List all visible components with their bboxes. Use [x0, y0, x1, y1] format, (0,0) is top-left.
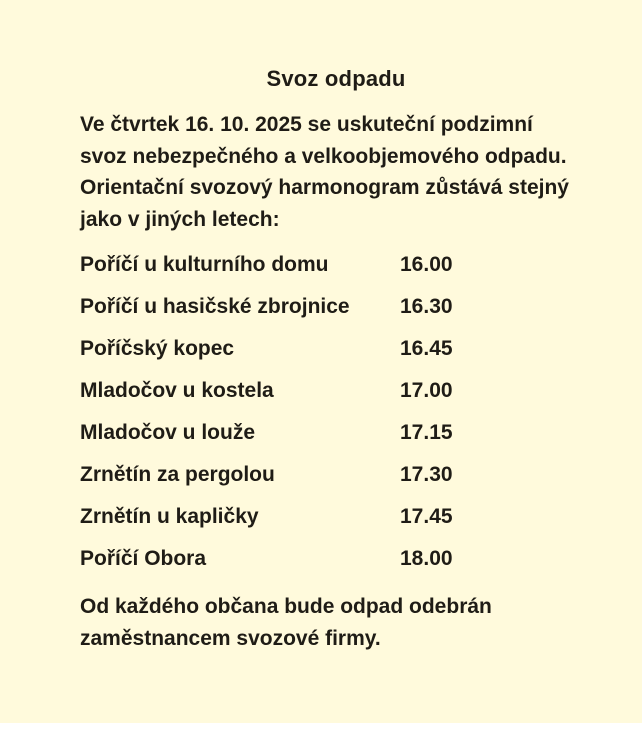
- intro-line: svoz nebezpečného a velkoobjemového odpadu.: [80, 144, 567, 168]
- intro-line: Orientační svozový harmonogram zůstává stejný: [80, 176, 569, 199]
- schedule-time: 17.30: [400, 463, 453, 486]
- schedule-list: [80, 244, 592, 580]
- intro-line: jako v jiných letech:: [80, 207, 280, 231]
- schedule-time: 16.45: [400, 337, 453, 360]
- schedule-time: 16.00: [400, 253, 453, 276]
- schedule-place: Zrnětín u kapličky: [80, 505, 259, 528]
- schedule-time: 17.45: [400, 505, 453, 528]
- schedule-row: [80, 286, 592, 328]
- schedule-place: Mladočov u kostela: [80, 379, 274, 402]
- schedule-time: 17.15: [400, 421, 453, 444]
- schedule-time: 18.00: [400, 547, 453, 570]
- schedule-row: [80, 496, 592, 538]
- schedule-place: Poříčí u kulturního domu: [80, 253, 329, 276]
- schedule-time: 17.00: [400, 379, 453, 402]
- intro-paragraph: [80, 109, 592, 235]
- schedule-row: [80, 328, 592, 370]
- schedule-place: Poříčí Obora: [80, 547, 207, 570]
- schedule-row: [80, 454, 592, 496]
- intro-line: Ve čtvrtek 16. 10. 2025 se uskuteční podzimní: [80, 113, 533, 136]
- schedule-time: 16.30: [400, 295, 453, 318]
- schedule-row: [80, 244, 592, 286]
- notice-title: Svoz odpadu: [266, 66, 406, 91]
- schedule-place: Poříčí u hasičské zbrojnice: [80, 295, 350, 318]
- schedule-place: Poříčský kopec: [80, 337, 235, 360]
- footer-line: Od každého občana bude odpad odebrán: [80, 595, 492, 618]
- footer-paragraph: [80, 591, 592, 654]
- schedule-place: Zrnětín za pergolou: [80, 463, 275, 486]
- footer-line: zaměstnancem svozové firmy.: [80, 626, 381, 650]
- schedule-row: [80, 412, 592, 454]
- schedule-place: Mladočov u louže: [80, 421, 256, 444]
- schedule-row: [80, 538, 592, 580]
- schedule-row: [80, 370, 592, 412]
